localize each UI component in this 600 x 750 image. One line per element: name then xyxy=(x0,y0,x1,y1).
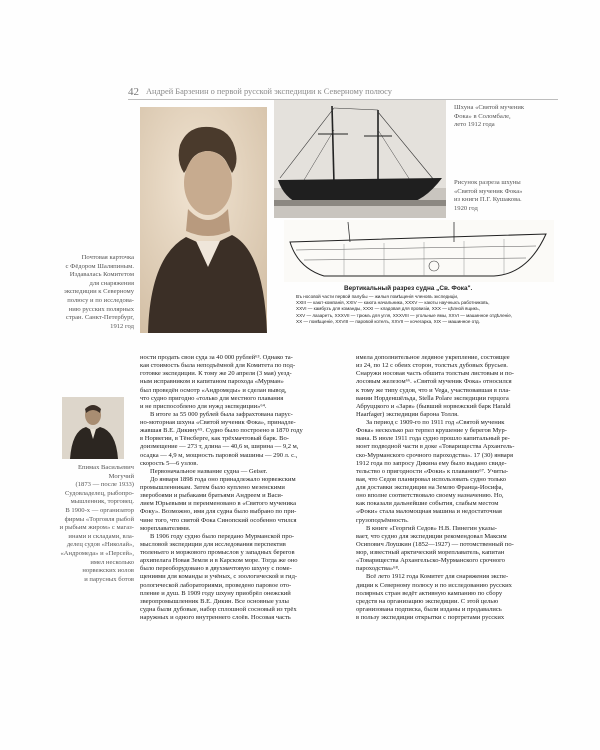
text-line: В итоге за 55 000 рублей была зафрахтована парус- xyxy=(150,410,293,418)
text-line: как показали дальнейшие события, слабым местом xyxy=(356,500,499,508)
text-line: тельство о пригодности «Фоки» к плаванию⁶⁷. Учиты- xyxy=(356,467,509,475)
caption-line: норвежских иолов xyxy=(82,567,134,575)
text-line: средств на организацию экспедиции. С этой целью xyxy=(356,597,499,605)
text-line: пление и душ. В 1909 году шхуну приобрёл онежский xyxy=(140,589,291,597)
text-line: «Товарищества Архангельско-Мурманского срочного xyxy=(356,557,505,565)
caption-line: «Святой мученик Фока» xyxy=(454,187,523,195)
ship-section-drawing xyxy=(284,220,554,282)
text-line: мысловой экспедиции для исследования перспектив xyxy=(140,540,286,548)
caption-line: 1920 год xyxy=(454,204,478,212)
text-line: Всё лето 1912 года Комитет для снаряжения экспе- xyxy=(366,573,509,581)
caption-line: Шхуна «Святой мученик xyxy=(454,104,525,111)
text-line: лием Юрьевыми и переименовано в «Святого мученика xyxy=(140,500,296,508)
text-line: имела дополнительное ледяное укрепление, состоящее xyxy=(356,354,510,361)
text-line: скорость 5—6 узлов. xyxy=(140,459,198,467)
text-line: щениями для команды и учёных, с зоологической и гид- xyxy=(140,573,298,581)
text-line: и не приспособлено для нужд экспедиции»⁶⁴. xyxy=(140,402,267,410)
caption-line: лето 1912 года xyxy=(454,121,495,129)
caption-line: и парусных ботов xyxy=(84,575,134,583)
text-line: организована подписка, были изданы и продавались xyxy=(356,605,502,613)
text-line: 1912 года по запросу Дикина ему было выдано свиде- xyxy=(356,459,507,467)
caption-section-drawing xyxy=(454,179,564,213)
text-line: к тому же типу судов, что и Vega, участвовавшая в пла- xyxy=(356,386,511,394)
caption-line: В 1900-х — организатор xyxy=(65,506,134,514)
text-line: готовке экспедиции. К тому же 20 апреля (3 мая) уезд- xyxy=(140,370,292,378)
text-line: чине того, что святой Фока Синопский особенно чтился xyxy=(140,516,297,524)
caption-line: «Андромеда» и «Персей», xyxy=(60,549,134,557)
running-header xyxy=(128,86,558,100)
text-line: Первоначальное название судна — Geiser. xyxy=(150,467,268,475)
text-line: «Фоки» стала маломощная машина и недостаточная xyxy=(356,508,502,516)
text-line: За период с 1909-го по 1911 год «Святой мученик xyxy=(366,419,505,426)
drawing-title: Вертикальный разрез судна „Св. Фока". xyxy=(344,285,473,292)
caption-line: полюсу и по исследова- xyxy=(67,296,134,304)
text-line: монт подводной части в доке «Товарищества Архангель- xyxy=(356,443,515,451)
caption-line: Издавалась Комитетом xyxy=(69,271,134,279)
text-line: Фоку». Возможно, имя для судна было выбрано по при- xyxy=(140,508,297,516)
legend-line: XX — помѣщеніе, XXVIII — паровой котелъ, XXVII — кочегарка, XIX — машинное отд. xyxy=(296,318,481,324)
caption-line: (1873 — после 1933) xyxy=(75,481,134,489)
caption-motugin xyxy=(28,464,134,584)
text-line: доизмещение — 273 т, длина — 40,6 м, ширина — 9,2 м, xyxy=(140,443,299,451)
text-line: зверобоями и рыбаками братьями Андреем и Васи- xyxy=(140,492,284,500)
text-line: был проведён осмотр «Андромеды» и сделан вывод, xyxy=(140,386,287,394)
text-line: пароходства»⁶⁸. xyxy=(356,565,400,573)
schooner-photo xyxy=(274,100,446,218)
caption-shaliapin xyxy=(44,254,134,331)
caption-line: делец судов «Николай», xyxy=(66,541,134,549)
text-line: было переоборудовано в двухмачтовую шхуну с поме- xyxy=(140,565,292,573)
caption-line: Епимах Васильевич xyxy=(77,464,134,471)
text-line: Осипович Лоушкин (1852—1927) — потомственный по- xyxy=(356,540,514,548)
caption-line: Судовладелец, рыбопро- xyxy=(64,489,134,497)
text-line: диции к Северному полюсу и по исследованию русских xyxy=(356,581,512,589)
text-line: кая стоимость была неподъёмной для Комитета по под- xyxy=(140,362,296,370)
text-line: Абруццкого и «Заря» (бывший норвежский барк Harald xyxy=(356,402,511,410)
text-line: Фока» несколько раз терпел крушение у берегов Мур- xyxy=(356,427,507,435)
legend-line: XXVI — камбузъ для команды, XXXI — кладовая для провизіи, XXX — цѣпной ящикъ, xyxy=(296,306,480,312)
text-line: рологической лабораториями, проведено паровое ото- xyxy=(140,581,292,589)
text-line: мана. В июле 1911 года судно прошло капитальный ре- xyxy=(356,435,510,443)
caption-line: и рыбьим жиром» с магаз- xyxy=(59,524,134,532)
drawing-legend xyxy=(296,294,552,325)
text-line: мор, известный арктический мореплаватель, капитан xyxy=(356,549,505,556)
text-line: ско-Мурманского срочного пароходства». 17 (30) января xyxy=(356,451,513,459)
text-line: мореплавателями. xyxy=(140,524,191,532)
text-line: судна были дубовые, набор сплошной сосновый из трёх xyxy=(140,605,297,613)
text-line: наружных и одного внутреннего слоёв. Носовая часть xyxy=(140,614,291,621)
text-line: вая, что Седов планировал использовать судно только xyxy=(356,475,507,483)
caption-line: мышленник, торговец. xyxy=(70,498,134,506)
text-line: оно вполне соответствовало своему назначению. Но, xyxy=(356,492,504,500)
text-line: лосовым железом⁶⁶. «Святой мученик Фока» относился xyxy=(356,378,512,386)
text-line: архипелага Новая Земля и в Карском море. Тогда же оно xyxy=(140,557,298,565)
caption-line: Рисунок разреза шхуны xyxy=(454,179,521,186)
text-line: До января 1898 года оно принадлежало норвежским xyxy=(150,475,296,483)
caption-line: Почтовая карточка xyxy=(81,254,134,261)
caption-line: Фока» в Соломбале, xyxy=(454,112,511,120)
text-line: осадка — 4,9 м, мощность паровой машины — 290 л. с., xyxy=(140,451,298,459)
text-line: зверопромышленник В.Е. Дикин. Все основные узлы xyxy=(140,597,289,605)
text-line: жавшая В.Е. Дикину⁶⁵. Судно было построено в 1870 году xyxy=(140,427,303,435)
text-line: в пользу экспедиции открытки с портретами русских xyxy=(356,614,505,621)
text-line: грузоподъёмность. xyxy=(356,516,409,524)
schooner-image xyxy=(274,100,446,218)
text-line: вает, что судно для экспедиции рекомендовал Максим xyxy=(356,532,507,540)
caption-line: инами и складами, вла- xyxy=(68,532,134,540)
body-column-left xyxy=(140,354,347,622)
caption-line: нию русских полярных xyxy=(68,305,134,313)
section-image xyxy=(284,220,554,282)
body-column-right xyxy=(356,354,558,622)
text-line: вании Норденшёльда, Stella Polare экспедиции герцога xyxy=(356,394,509,402)
legend-line: Въ носовой части первой палубы — жилыя помѣщенія членовъ экспедиціи, xyxy=(296,294,459,299)
legend-line: XXV — лазаретъ, XXXVII — трюмъ для угля, XXXVIII — угольные ямы, XXVI — машинное отдѣленіе, xyxy=(296,312,513,318)
caption-line: 1912 год xyxy=(110,322,134,330)
caption-line: с Фёдором Шаляпиным. xyxy=(65,262,134,270)
text-line: Снаружи носовая часть обшита толстым листовым и по- xyxy=(356,370,514,378)
caption-line: из книги П.Г. Кушакова. xyxy=(454,196,522,204)
running-title: Андрей Барзенин о первой русской экспедиции к Северному полюсу xyxy=(146,87,392,96)
caption-schooner xyxy=(454,104,564,130)
text-line: но-моторная шхуна «Святой мученик Фока», принадле- xyxy=(140,419,296,426)
caption-line: Могучий xyxy=(108,472,134,480)
text-line: что судно пригодно «только для местного плавания xyxy=(140,394,284,402)
motugin-portrait-photo xyxy=(62,397,124,459)
page-number: 42 xyxy=(128,86,139,98)
caption-line: имел несколько xyxy=(90,558,134,566)
caption-line: экспедиции к Северному xyxy=(63,288,134,296)
text-line: для доставки экспедиции на Землю Франца-Иосифа, xyxy=(356,484,504,491)
legend-line: XXIII — кают-компанія, XXIV — каюта начальника, XXXV — каюты научныхъ работниковъ, xyxy=(296,300,490,306)
motugin-image xyxy=(62,397,124,459)
caption-line: стран. Санкт-Петербург, xyxy=(65,314,134,322)
text-line: В книге «Георгий Седов» Н.В. Пинегин указы- xyxy=(366,524,497,532)
text-line: ности продать свои суда за 40 000 рублей⁶³. Однако та- xyxy=(140,354,293,361)
caption-line: для снаряжения xyxy=(89,279,134,287)
text-line: промышленникам. Затем было куплено мезенскими xyxy=(140,484,285,491)
text-line: полярных стран ведёт активную кампанию по сбору xyxy=(356,589,503,597)
text-line: из 24, по 12 с обеих сторон, толстых дубовых брусьев. xyxy=(356,362,508,370)
text-line: В 1906 году судно было передано Мурманской про- xyxy=(150,532,295,540)
text-line: Haarfager) экспедиции барона Толля. xyxy=(356,410,459,418)
portrait-image xyxy=(140,107,267,333)
text-line: ным исправником и капитаном парохода «Мурман» xyxy=(140,378,284,386)
text-line: в Норвегии, в Тёнсберге, как трёхмачтовый барк. Во- xyxy=(140,435,289,443)
text-line: тюленьего и моржового промыслов у западных берегов xyxy=(140,549,295,556)
caption-line: фирмы «Торговля рыбой xyxy=(64,515,134,523)
shaliapin-portrait-photo xyxy=(140,107,267,333)
